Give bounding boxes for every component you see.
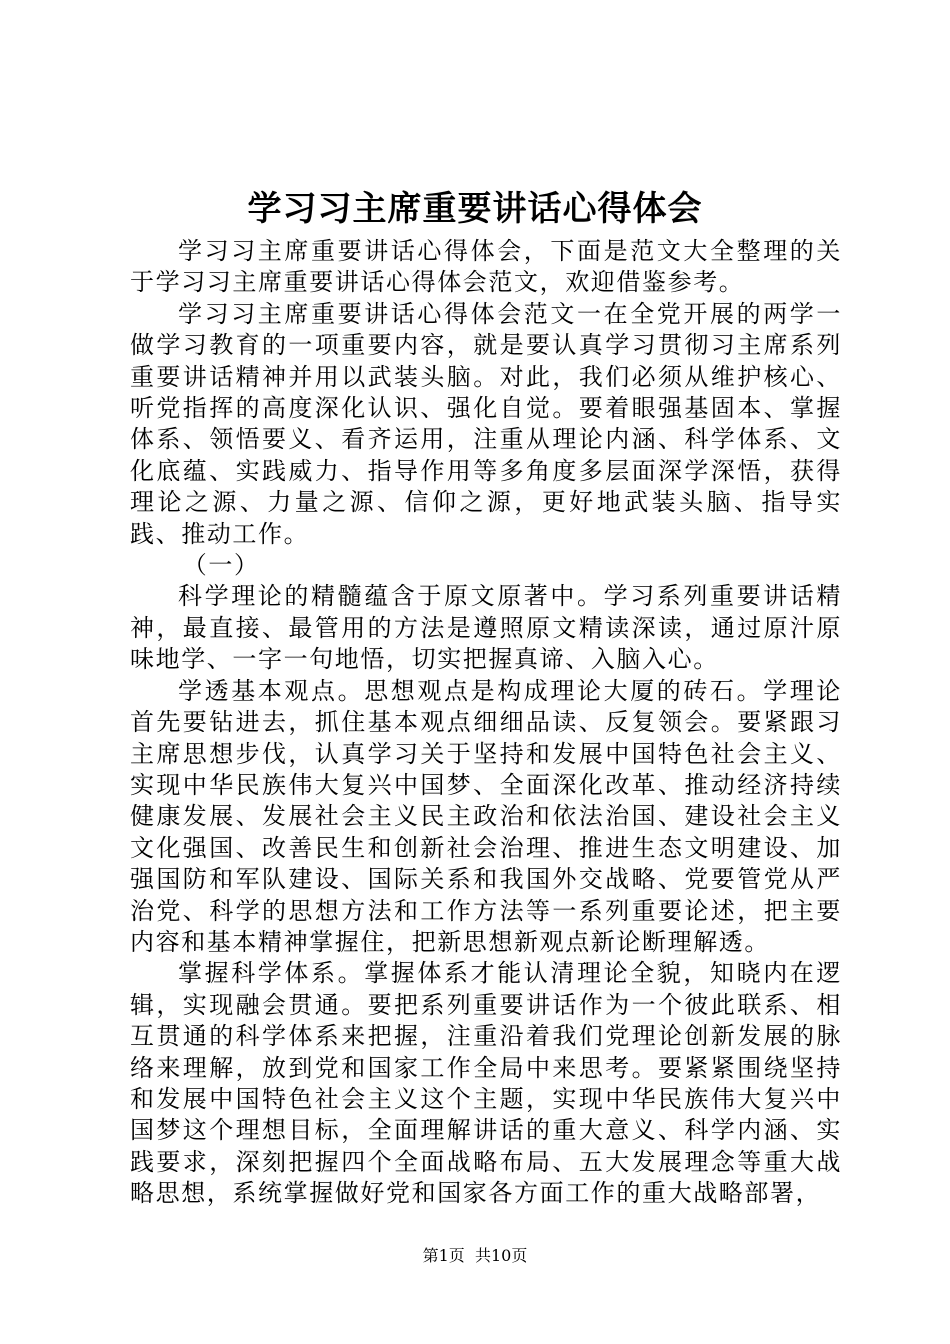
document-body — [130, 236, 842, 1210]
paragraph-basic-views: 学透基本观点。思想观点是构成理论大厦的砖石。学理论首先要钻进去，抓住基本观点细细品读、反复领会。要紧跟习主席思想步伐，认真学习关于坚持和发展中国特色社会主义、实现中华民族伟大复兴中国梦、全面深化改革、推动经济持续健康发展、发展社会主义民主政治和依法治国、建设社会主义文化强国、改善民生和创新社会治理、推进生态文明建设、加强国防和军队建设、国际关系和我国外交战略、党要管党从严治党、科学的思想方法和工作方法等一系列重要论述，把主要内容和基本精神掌握住，把新思想新观点新论断理解透。 — [130, 676, 842, 956]
page-number: 第1页 — [422, 1246, 465, 1265]
paragraph-essay-one: 学习习主席重要讲话心得体会范文一在全党开展的两学一做学习教育的一项重要内容，就是要认真学习贯彻习主席系列重要讲话精神并用以武装头脑。对此，我们必须从维护核心、听党指挥的高度深化认识、强化自觉。要着眼强基固本、掌握体系、领悟要义、看齐运用，注重从理论内涵、科学体系、文化底蕴、实践威力、指导作用等多角度多层面深学深悟，获得理论之源、力量之源、信仰之源，更好地武装头脑、指导实践、推动工作。 — [130, 299, 842, 548]
section-heading: （一） — [182, 551, 260, 580]
paragraph-original-text: 科学理论的精髓蕴含于原文原著中。学习系列重要讲话精神，最直接、最管用的方法是遵照原文精读深读，通过原汁原味地学、一字一句地悟，切实把握真谛、入脑入心。 — [130, 582, 842, 674]
page-total: 共10页 — [474, 1246, 528, 1265]
paragraph-scientific-system: 掌握科学体系。掌握体系才能认清理论全貌，知晓内在逻辑，实现融会贯通。要把系列重要讲话作为一个彼此联系、相互贯通的科学体系来把握，注重沿着我们党理论创新发展的脉络来理解，放到党和国家工作全局中来思考。要紧紧围绕坚持和发展中国特色社会主义这个主题，实现中华民族伟大复兴中国梦这个理想目标，全面理解讲话的重大意义、科学内涵、实践要求，深刻把握四个全面战略布局、五大发展理念等重大战略思想，系统掌握做好党和国家各方面工作的重大战略部署， — [130, 959, 842, 1208]
paragraph-intro: 学习习主席重要讲话心得体会，下面是范文大全整理的关于学习习主席重要讲话心得体会范文，欢迎借鉴参考。 — [130, 237, 842, 297]
page-footer — [0, 1244, 950, 1268]
document-title: 学习习主席重要讲话心得体会 — [247, 189, 703, 229]
